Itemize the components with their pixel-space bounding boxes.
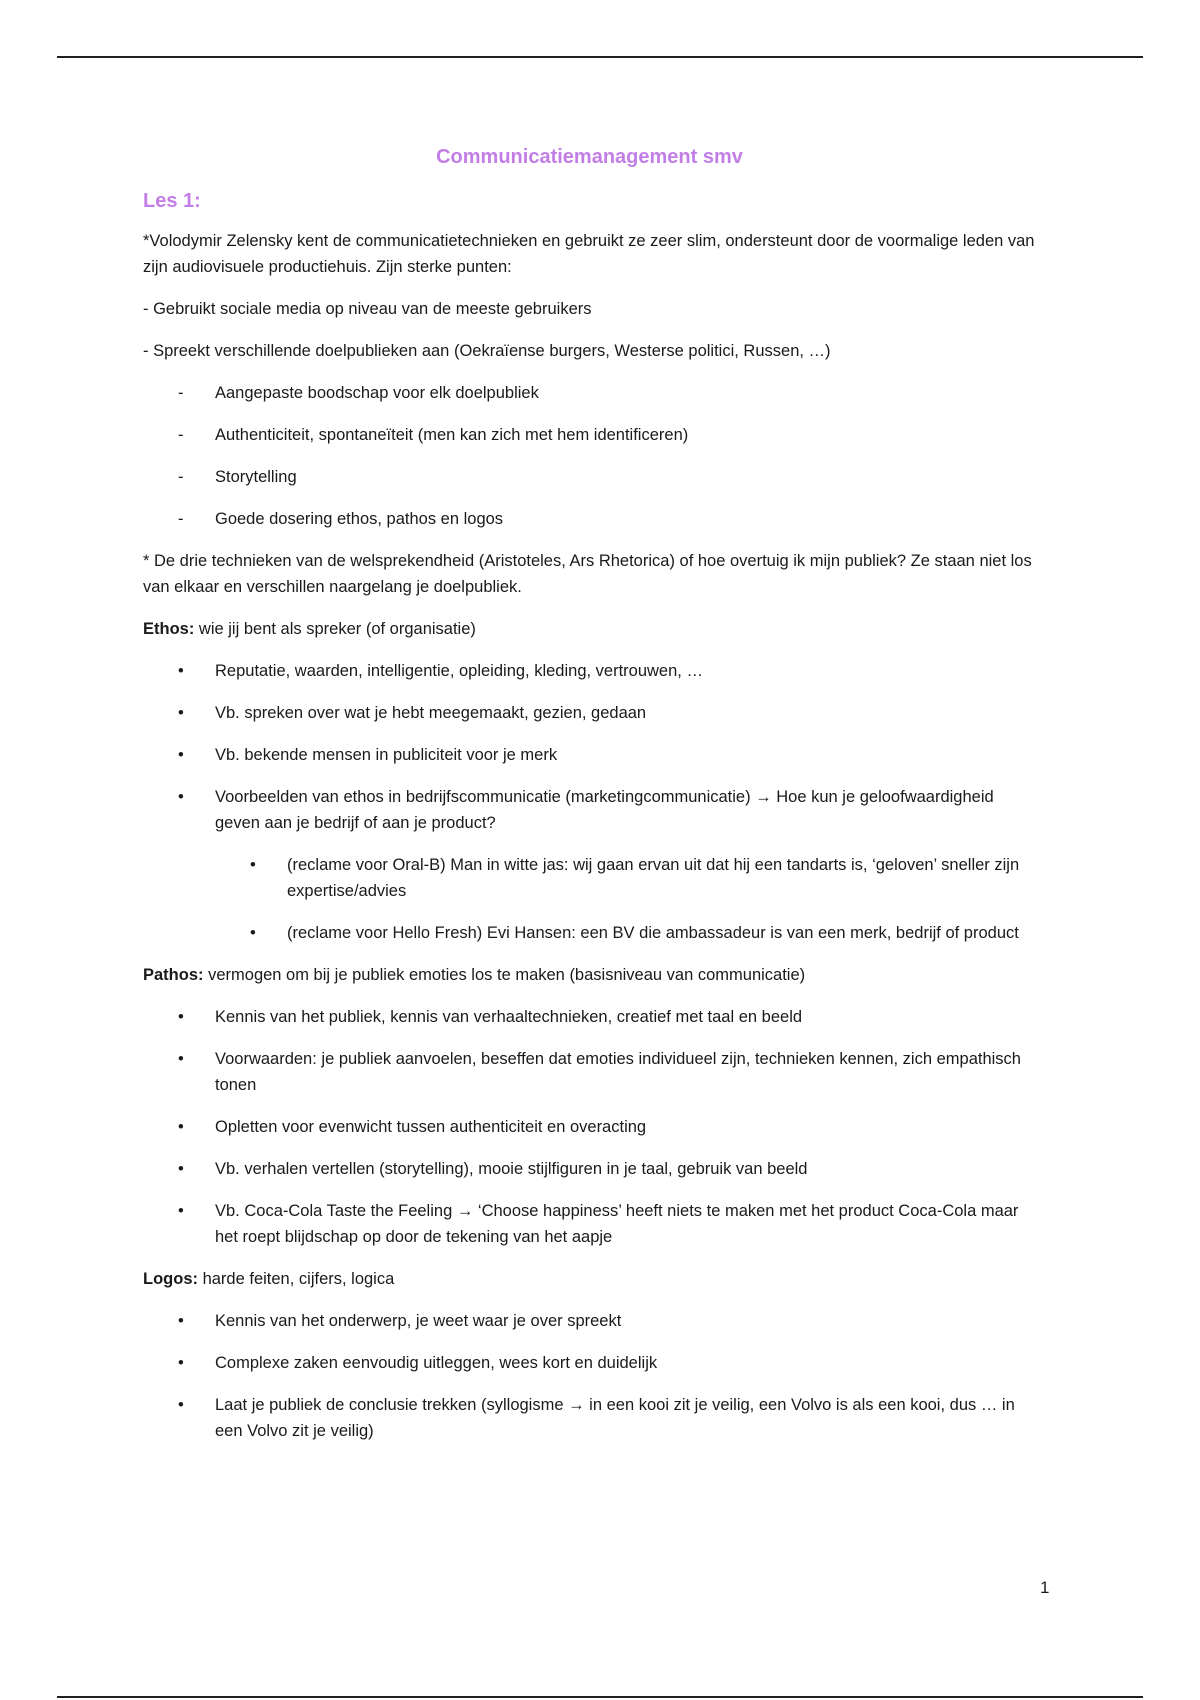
list-item: - Aangepaste boodschap voor elk doelpubliek	[143, 380, 1036, 406]
audience-strengths-list	[143, 380, 1036, 532]
bullet-marker: •	[178, 1354, 184, 1372]
dash-marker: -	[178, 510, 184, 528]
dash-marker: -	[178, 426, 184, 444]
pathos-term: Pathos:	[143, 966, 204, 984]
bullet-marker: •	[250, 856, 256, 874]
document-title: Communicatiemanagement smv	[436, 146, 743, 168]
bullet-marker: •	[178, 704, 184, 722]
list-item: • (reclame voor Oral-B) Man in witte jas: wij gaan ervan uit dat hij een tandarts is, ‘geloven’ sneller zijn expertise/advies	[143, 852, 1036, 904]
intro-paragraph: *Volodymir Zelensky kent de communicatietechnieken en gebruikt ze zeer slim, ondersteunt door de voormalige leden van zijn audiovisuele productiehuis. Zijn sterke punten:	[143, 232, 1035, 276]
intro-point-social-media: - Gebruikt sociale media op niveau van de meeste gebruikers	[143, 300, 592, 318]
bullet-marker: •	[178, 1312, 184, 1330]
ethos-definition: Ethos: wie jij bent als spreker (of organisatie)	[143, 620, 476, 638]
list-item: • Voorbeelden van ethos in bedrijfscommunicatie (marketingcommunicatie) → Hoe kun je geloofwaardigheid geven aan je bedrijf of aan je product?	[143, 784, 1036, 836]
dash-marker: -	[178, 384, 184, 402]
logos-term: Logos:	[143, 1270, 198, 1288]
ethos-examples-list	[143, 852, 1036, 946]
list-item: - Goede dosering ethos, pathos en logos	[143, 506, 1036, 532]
list-item: • Vb. verhalen vertellen (storytelling), mooie stijlfiguren in je taal, gebruik van beeld	[143, 1156, 1036, 1182]
document-body	[143, 144, 1036, 1460]
list-item: • Kennis van het onderwerp, je weet waar je over spreekt	[143, 1308, 1036, 1334]
header-rule	[57, 56, 1143, 58]
logos-definition: Logos: harde feiten, cijfers, logica	[143, 1270, 395, 1288]
bullet-marker: •	[178, 1050, 184, 1068]
bullet-marker: •	[178, 746, 184, 764]
list-item: • Vb. bekende mensen in publiciteit voor je merk	[143, 742, 1036, 768]
list-item: • Complexe zaken eenvoudig uitleggen, wees kort en duidelijk	[143, 1350, 1036, 1376]
bullet-marker: •	[178, 1118, 184, 1136]
rhetoric-intro-paragraph: * De drie technieken van de welsprekendheid (Aristoteles, Ars Rhetorica) of hoe overtuig ik mijn publiek? Ze staan niet los van elkaar en verschillen naargelang je doelpubliek.	[143, 552, 1032, 596]
list-item: • (reclame voor Hello Fresh) Evi Hansen: een BV die ambassadeur is van een merk, bedrijf of product	[143, 920, 1036, 946]
bullet-marker: •	[250, 924, 256, 942]
list-item: • Reputatie, waarden, intelligentie, opleiding, kleding, vertrouwen, …	[143, 658, 1036, 684]
ethos-list	[143, 658, 1036, 836]
bullet-marker: •	[178, 1396, 184, 1414]
section-heading: Les 1:	[143, 190, 201, 212]
bullet-marker: •	[178, 1008, 184, 1026]
bullet-marker: •	[178, 1202, 184, 1220]
list-item: • Vb. Coca-Cola Taste the Feeling → ‘Choose happiness’ heeft niets te maken met het product Coca-Cola maar het roept blijdschap op door de tekening van het aapje	[143, 1198, 1036, 1250]
footer-rule	[57, 1696, 1143, 1698]
list-item: - Authenticiteit, spontaneïteit (men kan zich met hem identificeren)	[143, 422, 1036, 448]
list-item: • Vb. spreken over wat je hebt meegemaakt, gezien, gedaan	[143, 700, 1036, 726]
list-item: • Laat je publiek de conclusie trekken (syllogisme → in een kooi zit je veilig, een Volvo is als een kooi, dus … in een Volvo zit je veilig)	[143, 1392, 1036, 1444]
list-item: • Kennis van het publiek, kennis van verhaaltechnieken, creatief met taal en beeld	[143, 1004, 1036, 1030]
dash-marker: -	[178, 468, 184, 486]
logos-list	[143, 1308, 1036, 1444]
pathos-list	[143, 1004, 1036, 1250]
pathos-definition: Pathos: vermogen om bij je publiek emoties los te maken (basisniveau van communicatie)	[143, 966, 806, 984]
list-item: • Opletten voor evenwicht tussen authenticiteit en overacting	[143, 1114, 1036, 1140]
bullet-marker: •	[178, 1160, 184, 1178]
page-number: 1	[1040, 1578, 1050, 1597]
intro-point-audiences: - Spreekt verschillende doelpublieken aan (Oekraïense burgers, Westerse politici, Russen, …)	[143, 342, 831, 360]
bullet-marker: •	[178, 662, 184, 680]
ethos-term: Ethos:	[143, 620, 195, 638]
list-item: - Storytelling	[143, 464, 1036, 490]
list-item: • Voorwaarden: je publiek aanvoelen, beseffen dat emoties individueel zijn, technieken kennen, zich empathisch tonen	[143, 1046, 1036, 1098]
bullet-marker: •	[178, 788, 184, 806]
